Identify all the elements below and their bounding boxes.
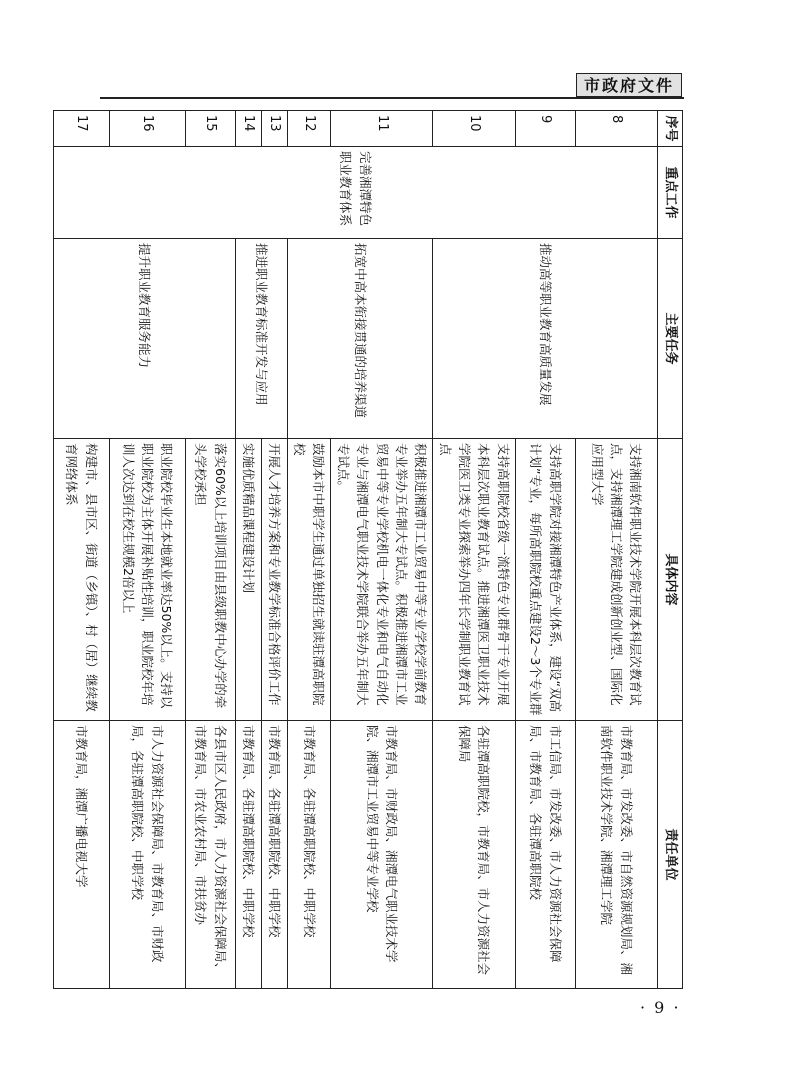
table-row <box>185 111 235 989</box>
content-cell: 职业院校毕业生本地就业率达50%以上。支持以职业院校为主体开展补贴性培训，职业院校年培训人次达到在校生规模2倍以上 <box>109 439 185 721</box>
responsible-unit-cell: 市教育局、市财政局、湘潭电气职业技术学院、湘潭市工业贸易中等专业学校 <box>331 721 433 989</box>
content-cell: 落实60%以上培训项目由县级职教中心办学的牵头学校承担 <box>185 439 235 721</box>
rotated-table-frame <box>64 110 683 988</box>
row-seq: 15 <box>185 111 235 147</box>
content-cell: 鼓励本市中职学生通过单独招生就读驻潭高职院校 <box>287 439 331 721</box>
main-task-cell: 推进职业教育标准开发与应用 <box>235 239 287 439</box>
main-task-cell: 推动高等职业教育高质量发展 <box>433 239 658 439</box>
responsible-unit-cell: 各驻潭高职院校，市教育局、市人力资源社会保障局 <box>433 721 516 989</box>
table-row <box>331 111 433 989</box>
responsible-unit-cell: 市教育局、各驻潭高职院校、中职学校 <box>235 721 261 989</box>
content-cell: 积极推进湘潭市工业贸易中等专业学校学前教育专业举办五年制大专试点。积极推进湘潭市工业贸易中等专业学校机电一体化专业和电气自动化专业与湘潭电气职业技术学院联合举办五年制大专试点。 <box>331 439 433 721</box>
column-header-responsible-unit: 责任单位 <box>657 721 682 989</box>
work-task-table <box>53 110 683 989</box>
row-seq: 8 <box>575 111 657 147</box>
column-header-key-work: 重点工作 <box>657 147 682 239</box>
content-cell: 构建市、县市区、街道（乡镇）、村（居）继续教育网络体系 <box>53 439 109 721</box>
row-seq: 11 <box>331 111 433 147</box>
responsible-unit-cell: 市教育局、各驻潭高职院校、中职学校 <box>287 721 331 989</box>
responsible-unit-cell: 市教育局、市发改委、市自然资源规划局、湘南软件职业技术学院、湘潭理工学院 <box>575 721 657 989</box>
content-cell: 实施优质精品课程建设计划 <box>235 439 261 721</box>
row-seq: 14 <box>235 111 261 147</box>
row-seq: 12 <box>287 111 331 147</box>
responsible-unit-cell: 市教育局、各驻潭高职院校、中职学校 <box>261 721 287 989</box>
column-header-main-task: 主要任务 <box>657 239 682 439</box>
responsible-unit-cell: 各县市区人民政府，市人力资源社会保障局、市教育局、市农业农村局、市扶贫办 <box>185 721 235 989</box>
row-seq: 16 <box>109 111 185 147</box>
row-seq: 10 <box>433 111 516 147</box>
main-task-cell: 拓宽中高本衔接贯通的培养渠道 <box>287 239 433 439</box>
responsible-unit-cell: 市工信局、市发改委、市人力资源社会保障局、市教育局、各驻潭高职院校 <box>515 721 575 989</box>
main-task-cell: 提升职业教育服务能力 <box>53 239 235 439</box>
page-number: · 9 · <box>640 998 681 1017</box>
header-rule <box>100 97 684 99</box>
document-type-label: 市政府文件 <box>576 73 682 97</box>
row-seq: 9 <box>515 111 575 147</box>
responsible-unit-cell: 市教育局，湘潭广播电视大学 <box>53 721 109 989</box>
table-container <box>64 110 683 988</box>
content-cell: 支持高职学院对接湘潭特色产业体系，建设“双高计划”专业，每所高职院校重点建设2～3个专业群 <box>515 439 575 721</box>
content-cell: 支持高职院校省级一流特色专业群骨干专业开展本科层次职业教育试点。推进湘潭医卫职业技术学院医卫类专业探索举办四年长学制职业教育试点 <box>433 439 516 721</box>
table-header-row <box>657 111 682 989</box>
key-work-cell: 完善湘潭特色职业教育体系 <box>53 147 657 239</box>
table-row <box>261 111 287 989</box>
column-header-seq: 序号 <box>657 111 682 147</box>
column-header-content: 具体内容 <box>657 439 682 721</box>
row-seq: 13 <box>261 111 287 147</box>
row-seq: 17 <box>53 111 109 147</box>
content-cell: 支持湘南软件职业技术学院开展本科层次教育试点，支持湘潭理工学院建成创新创业型、国际化应用型大学 <box>575 439 657 721</box>
table-row <box>575 111 657 989</box>
content-cell: 开展人才培养方案和专业教学标准合格评价工作 <box>261 439 287 721</box>
responsible-unit-cell: 市人力资源社会保障局、市教育局、市财政局，各驻潭高职院校、中职学校 <box>109 721 185 989</box>
